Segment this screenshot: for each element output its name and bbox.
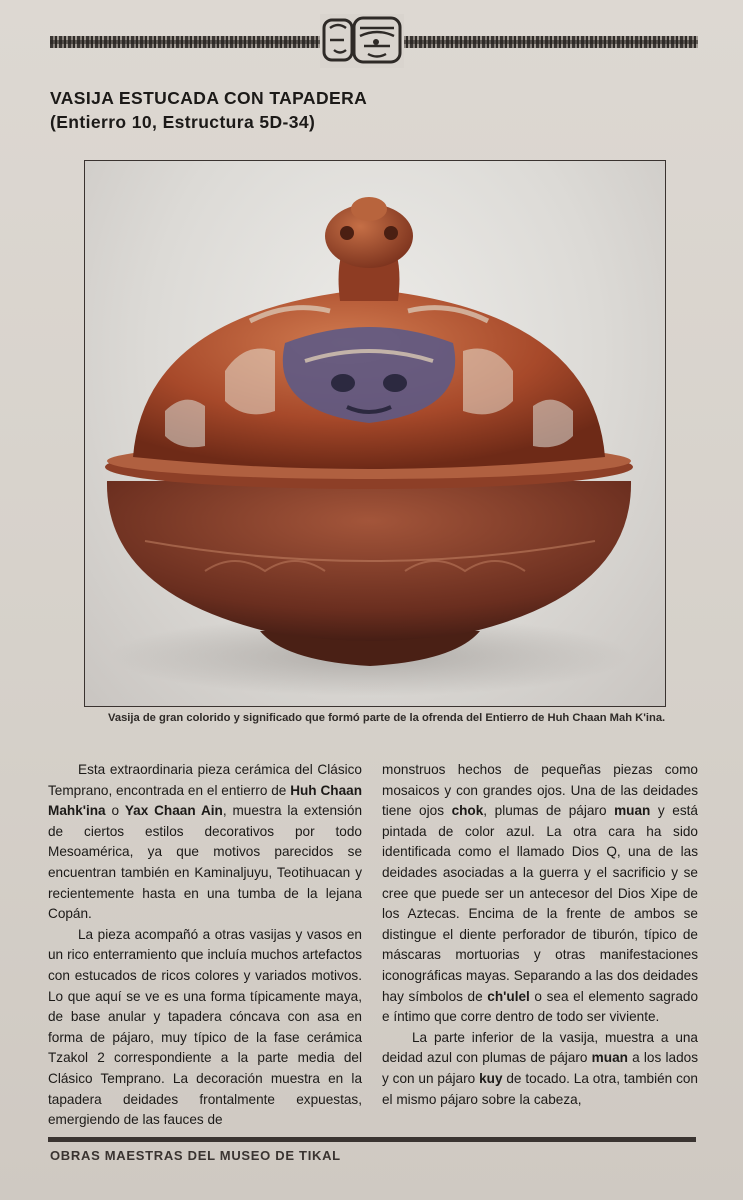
paragraph xyxy=(382,760,698,1028)
text-run: , muestra la extensión de ciertos estilos decorativos por todo Mesoamérica, ya que motivos parecidos se encuentran también en Kaminaljuyu, Teotihuacan y recientemente hasta en una tumba de la lejana Copán. xyxy=(48,803,362,922)
bold-term: muan xyxy=(614,803,651,819)
vessel-photo xyxy=(84,160,666,707)
text-run: Esta extraordinaria pieza cerámica del Clásico Temprano, encontrada en el entierro de xyxy=(48,762,362,798)
text-run: monstruos hechos de pequeñas piezas como mosaicos y con grandes ojos. Una de las deidades tiene ojos xyxy=(382,762,698,819)
photo-caption: Vasija de gran colorido y significado que formó parte de la ofrenda del Entierro de Huh Chaan Mah K'ina. xyxy=(108,712,666,724)
bold-term: chok xyxy=(451,803,484,819)
text-run: y está pintada de color azul. La otra cara ha sido identificada como el llamado Dios Q, una de las deidades asociadas a la guerra y el sacrificio y se cree que puede ser un antecesor del Dios Xipe de los Aztecas. Encima de la frente de ambos se distingue el diente perforador de tiburón, típico de máscaras mortuorias y otras manifestaciones iconográficas mayas. Separando a las dos deidades hay símbolos de xyxy=(382,803,698,1004)
text-run: a los lados y con un pájaro xyxy=(382,1050,698,1086)
left-text-column xyxy=(48,760,362,1131)
bold-term: muan xyxy=(591,1050,628,1066)
paragraph xyxy=(48,760,362,925)
article-heading xyxy=(50,86,690,134)
bold-term: ch'ulel xyxy=(487,988,530,1004)
text-run: o sea el elemento sagrado e íntimo que corre dentro de todo ser viviente. xyxy=(382,988,698,1025)
stuccoed-vessel-image xyxy=(85,161,665,706)
page-footer: OBRAS MAESTRAS DEL MUSEO DE TIKAL xyxy=(50,1148,341,1163)
bold-term: kuy xyxy=(479,1070,503,1086)
right-text-column xyxy=(382,760,698,1110)
article-title: VASIJA ESTUCADA CON TAPADERA xyxy=(50,88,368,108)
maya-glyph-icon xyxy=(320,14,404,68)
paragraph xyxy=(382,1028,698,1110)
bottom-rule xyxy=(48,1137,696,1142)
text-run: de tocado. La otra, también con el mismo pájaro sobre la cabeza, xyxy=(382,1070,698,1107)
text-run: , plumas de pájaro xyxy=(483,803,615,819)
paragraph: La pieza acompañó a otras vasijas y vasos en un rico enterramiento que incluía muchos artefactos con estucados de ricos colores y variados motivos. Lo que aquí se ve es una forma típicamente maya, de base anular y tapadera cóncava con asa en forma de pájaro, muy típico de la fase cerámica Tzakol 2 correspondiente a la parte media del Clásico Temprano. La decoración muestra en la tapadera deidades frontalmente expuestas, emergiendo de las fauces de xyxy=(48,926,362,1128)
text-run: o xyxy=(105,803,125,819)
bold-name: Huh Chaan Mahk'ina xyxy=(48,782,362,819)
article-subtitle: (Entierro 10, Estructura 5D-34) xyxy=(50,112,316,132)
bold-name: Yax Chaan Ain xyxy=(124,803,223,819)
text-run: La parte inferior de la vasija, muestra a una deidad azul con plumas de pájaro xyxy=(382,1029,698,1066)
